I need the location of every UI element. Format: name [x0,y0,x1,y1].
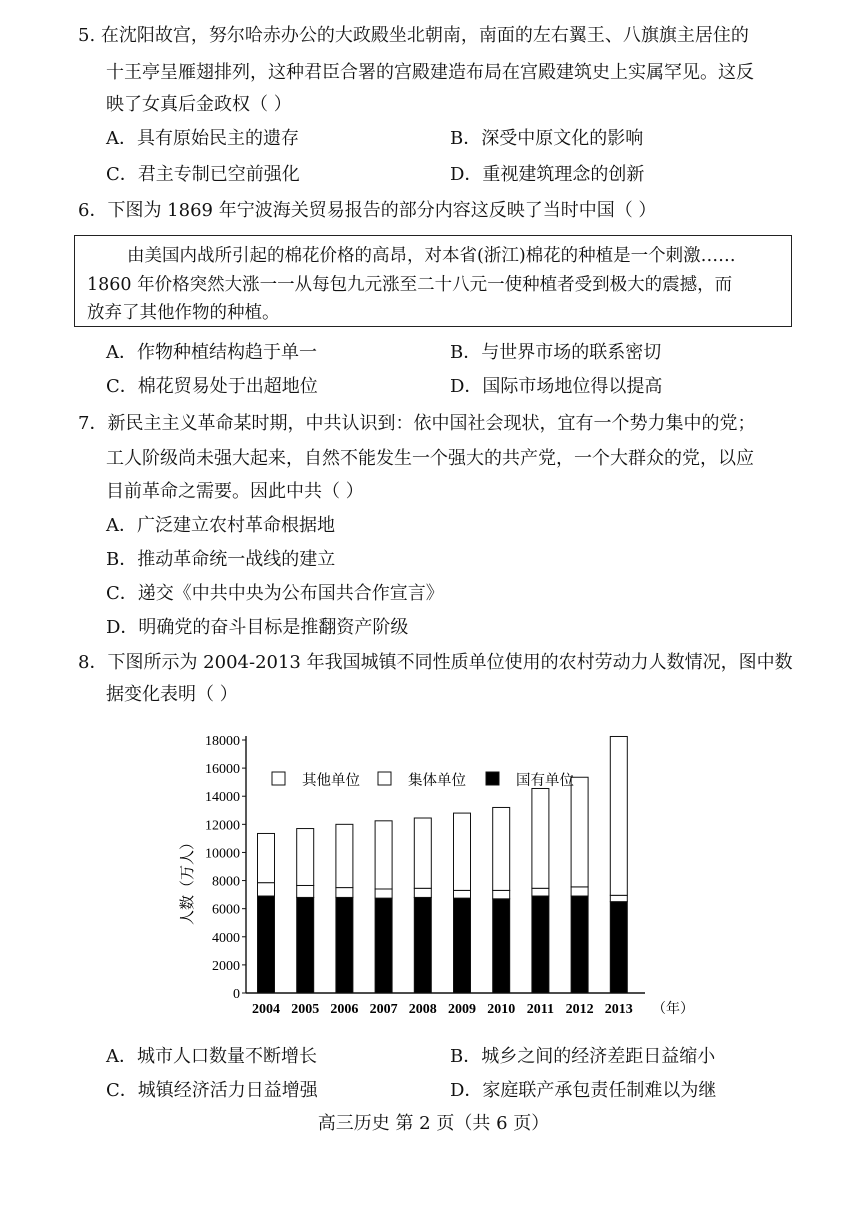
bar-国有单位-2013 [610,902,627,993]
q6-option-c[interactable]: C．棉花贸易处于出超地位 [106,376,318,397]
q5-stem-line1: 5. 在沈阳故宫，努尔哈赤办公的大政殿坐北朝南，南面的左右翼王、八旗旗主居住的 [78,25,749,46]
bar-国有单位-2012 [571,896,588,993]
bar-其他单位-2010 [493,807,510,890]
q7-stem-line2: 工人阶级尚未强大起来，自然不能发生一个强大的共产党，一个大群众的党，以应 [106,448,754,469]
y-tick-label: 18000 [205,734,240,749]
page-footer: 高三历史 第 2 页（共 6 页） [317,1113,550,1134]
bar-其他单位-2009 [454,813,471,890]
q5-option-d[interactable]: D．重视建筑理念的创新 [450,164,645,185]
x-tick-label: 2005 [291,1002,320,1017]
q5-option-c[interactable]: C．君主专制已空前强化 [106,164,300,185]
q5-option-b[interactable]: B．深受中原文化的影响 [450,128,644,149]
q5-option-a[interactable]: A．具有原始民主的遗存 [106,128,299,149]
bar-集体单位-2013 [610,895,627,901]
y-tick-label: 2000 [212,958,240,974]
bar-国有单位-2005 [297,897,314,993]
legend-label-国有单位: 国有单位 [516,773,574,789]
bar-国有单位-2009 [454,898,471,993]
bar-国有单位-2006 [336,897,353,993]
y-tick-label: 0 [233,987,240,1002]
q8-option-b[interactable]: B．城乡之间的经济差距日益缩小 [450,1046,716,1067]
q7-stem-line3: 目前革命之需要。因此中共（ ） [106,481,364,502]
bar-其他单位-2007 [375,821,392,889]
bar-集体单位-2004 [258,883,275,896]
bar-集体单位-2009 [454,890,471,898]
q7-option-a[interactable]: A．广泛建立农村革命根据地 [106,515,335,536]
q8-stem-line2: 据变化表明（ ） [106,684,238,705]
bar-其他单位-2011 [532,788,549,888]
q6-option-a[interactable]: A．作物种植结构趋于单一 [106,342,317,363]
bar-其他单位-2013 [610,736,627,895]
bar-国有单位-2007 [375,898,392,993]
bar-集体单位-2010 [493,890,510,898]
legend-label-其他单位: 其他单位 [302,773,360,789]
y-tick-label: 4000 [212,930,240,946]
x-tick-label: 2006 [330,1002,359,1017]
bar-集体单位-2007 [375,889,392,898]
y-axis-label: 人数（万人） [178,834,196,926]
bar-其他单位-2008 [414,818,431,888]
bar-国有单位-2008 [414,897,431,993]
legend-swatch-集体单位 [378,772,391,785]
bar-国有单位-2010 [493,899,510,993]
q8-option-d[interactable]: D．家庭联产承包责任制难以为继 [450,1080,717,1101]
q5-stem-line3: 映了女真后金政权（ ） [106,94,292,115]
q6-stem: 6．下图为 1869 年宁波海关贸易报告的部分内容这反映了当时中国（ ） [78,200,657,221]
q6-option-b[interactable]: B．与世界市场的联系密切 [450,342,662,363]
bar-集体单位-2012 [571,887,588,896]
x-tick-label: 2011 [526,1002,555,1017]
bar-其他单位-2005 [297,829,314,886]
bar-其他单位-2006 [336,824,353,887]
legend-label-集体单位: 集体单位 [408,773,466,789]
x-tick-label: 2009 [448,1002,476,1017]
bar-集体单位-2008 [414,888,431,897]
x-tick-label: 2012 [565,1002,594,1017]
q8-option-c[interactable]: C．城镇经济活力日益增强 [106,1080,318,1101]
y-tick-label: 8000 [212,874,240,890]
q5-stem-line2: 十王亭呈雁翅排列，这种君臣合署的宫殿建造布局在宫殿建筑史上实属罕见。这反 [106,62,754,83]
q6-quote-line3: 放弃了其他作物的种植。 [87,303,280,323]
y-tick-label: 14000 [205,790,240,806]
q6-quote-line1: 由美国内战所引起的棉花价格的高昂，对本省(浙江)棉花的种植是一个刺激…… [127,246,736,266]
x-axis-unit: （年） [652,1001,694,1017]
bar-国有单位-2004 [258,896,275,993]
bar-集体单位-2011 [532,888,549,896]
x-tick-label: 2008 [408,1002,437,1017]
bar-其他单位-2004 [258,833,275,882]
y-tick-label: 6000 [212,902,240,918]
bar-国有单位-2011 [532,896,549,993]
q7-option-d[interactable]: D．明确党的奋斗目标是推翻资产阶级 [106,617,409,638]
x-tick-label: 2013 [604,1002,633,1017]
q7-option-b[interactable]: B．推动革命统一战线的建立 [106,549,336,570]
q7-option-c[interactable]: C．递交《中共中央为公布国共合作宣言》 [106,583,444,604]
legend-swatch-国有单位 [486,772,499,785]
bar-其他单位-2012 [571,777,588,887]
q8-stem-line1: 8．下图所示为 2004-2013 年我国城镇不同性质单位使用的农村劳动力人数情况，图中数 [78,652,793,673]
y-tick-label: 10000 [205,846,240,862]
x-tick-label: 2010 [487,1002,516,1017]
q7-stem-line1: 7．新民主主义革命某时期，中共认识到：依中国社会现状，宜有一个势力集中的党； [78,413,756,434]
chart-legend [272,772,574,789]
q6-quote-box [74,235,792,327]
q6-quote-line2: 1860 年价格突然大涨一一从每包九元涨至二十八元一使种植者受到极大的震撼，而 [87,275,733,295]
y-tick-label: 16000 [205,762,240,778]
q6-option-d[interactable]: D．国际市场地位得以提高 [450,376,663,397]
y-tick-label: 12000 [205,818,240,834]
bar-集体单位-2005 [297,885,314,897]
x-tick-label: 2007 [369,1002,398,1017]
bar-集体单位-2006 [336,888,353,898]
legend-swatch-其他单位 [272,772,285,785]
labor-stacked-bar-chart [170,730,700,1030]
q8-option-a[interactable]: A．城市人口数量不断增长 [106,1046,317,1067]
x-tick-label: 2004 [252,1002,280,1017]
